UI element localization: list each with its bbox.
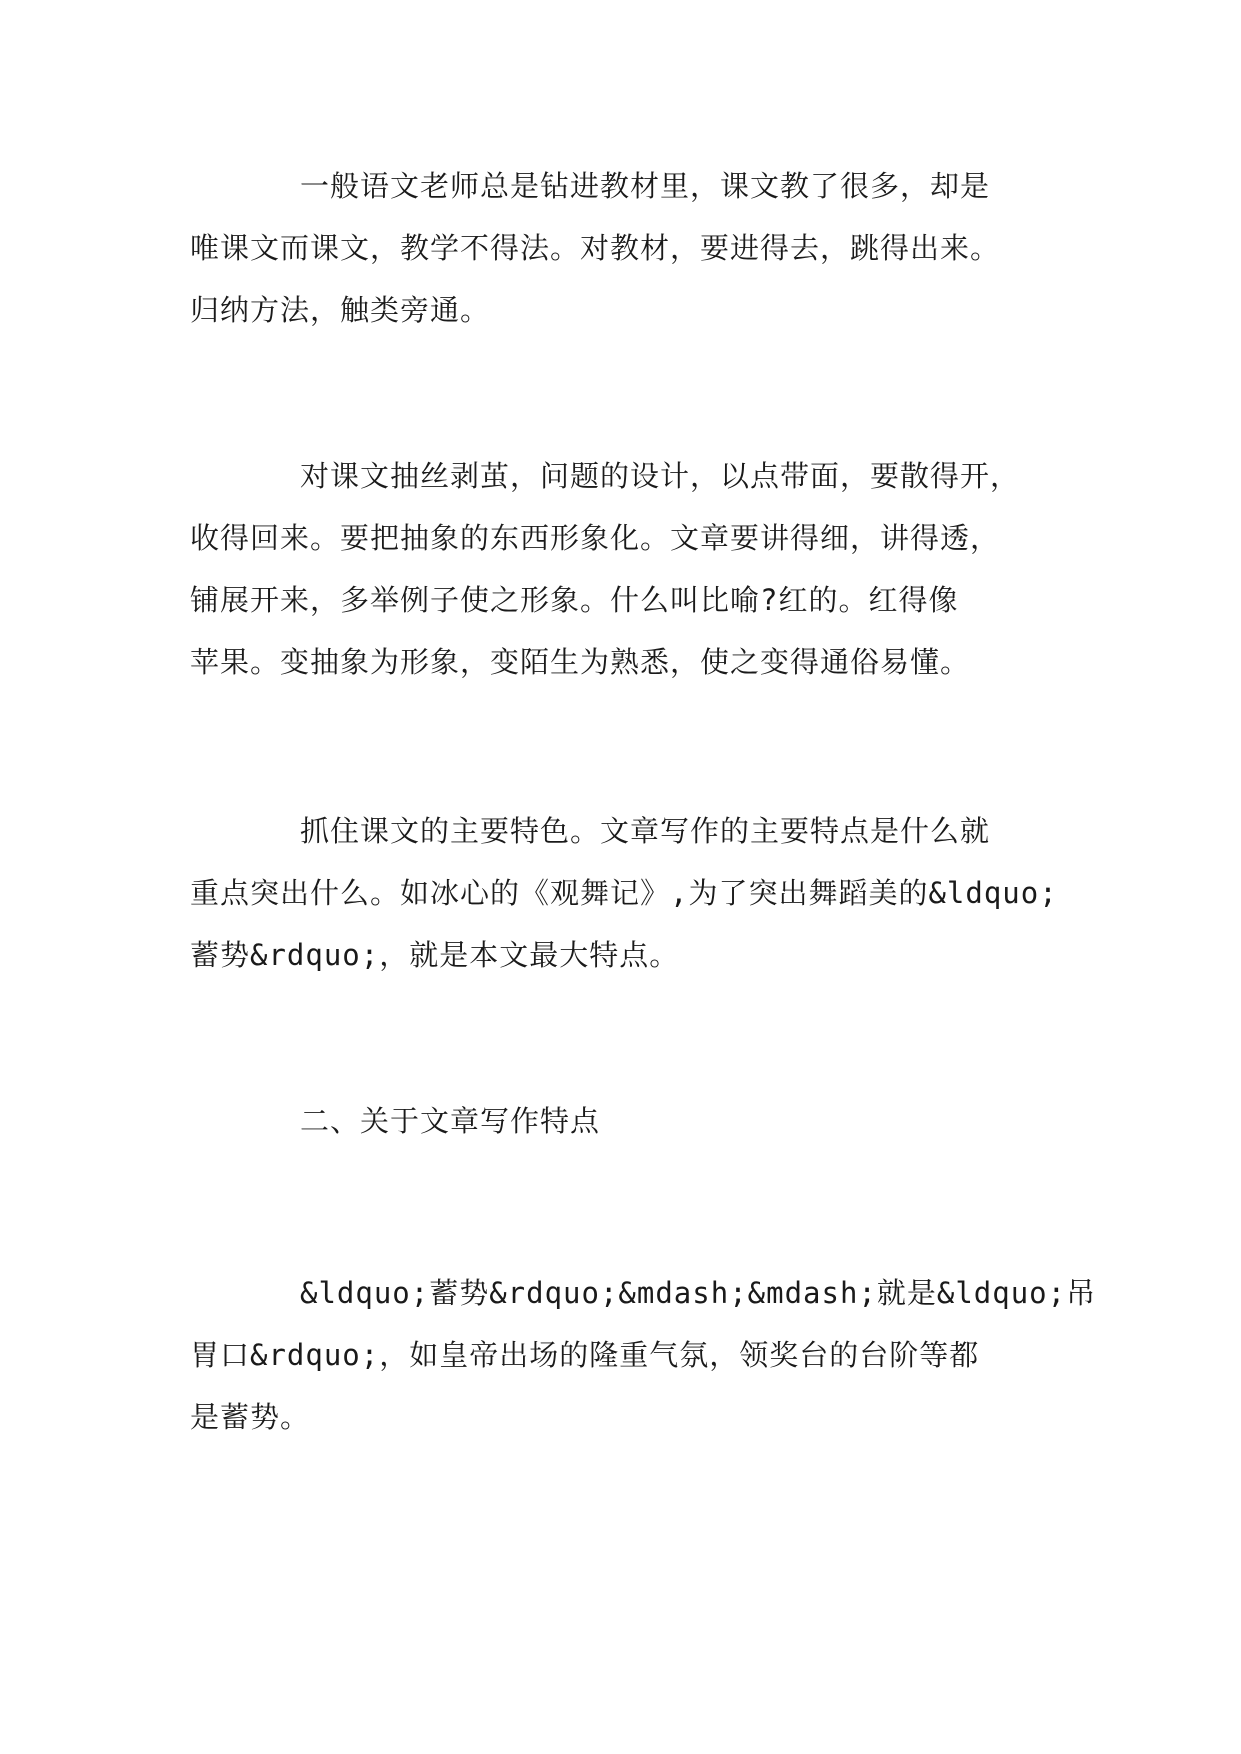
paragraph-line: 苹果。变抽象为形象，变陌生为熟悉，使之变得通俗易懂。 — [190, 645, 971, 679]
paragraph-line: 对课文抽丝剥茧，问题的设计，以点带面，要散得开， — [300, 459, 1021, 493]
paragraph-line: &ldquo;蓄势&rdquo;&mdash;&mdash;就是&ldquo;吊 — [300, 1276, 1097, 1310]
paragraph-line: 胃口&rdquo;，如皇帝出场的隆重气氛，领奖台的台阶等都 — [190, 1338, 980, 1372]
paragraph-line: 一般语文老师总是钻进教材里，课文教了很多，却是 — [300, 169, 991, 203]
paragraph-build-up — [190, 1262, 1097, 1448]
paragraph-line: 归纳方法，触类旁通。 — [190, 293, 491, 327]
paragraph-line: 重点突出什么。如冰心的《观舞记》,为了突出舞蹈美的&ldquo; — [190, 876, 1058, 910]
paragraph-main-features — [190, 800, 1080, 986]
paragraph-line: 蓄势&rdquo;，就是本文最大特点。 — [190, 938, 680, 972]
section-heading-text: 二、关于文章写作特点 — [300, 1104, 601, 1138]
paragraph-line: 抓住课文的主要特色。文章写作的主要特点是什么就 — [300, 814, 991, 848]
paragraph-line: 唯课文而课文，教学不得法。对教材，要进得去，跳得出来。 — [190, 231, 1001, 265]
paragraph-line: 是蓄势。 — [190, 1400, 311, 1434]
paragraph-textbook-approach — [190, 155, 1080, 341]
paragraph-line: 铺展开来，多举例子使之形象。什么叫比喻?红的。红得像 — [190, 583, 959, 617]
section-heading — [190, 1090, 1080, 1152]
paragraph-line: 收得回来。要把抽象的东西形象化。文章要讲得细，讲得透， — [190, 521, 1001, 555]
paragraph-analysis-method — [190, 445, 1080, 693]
